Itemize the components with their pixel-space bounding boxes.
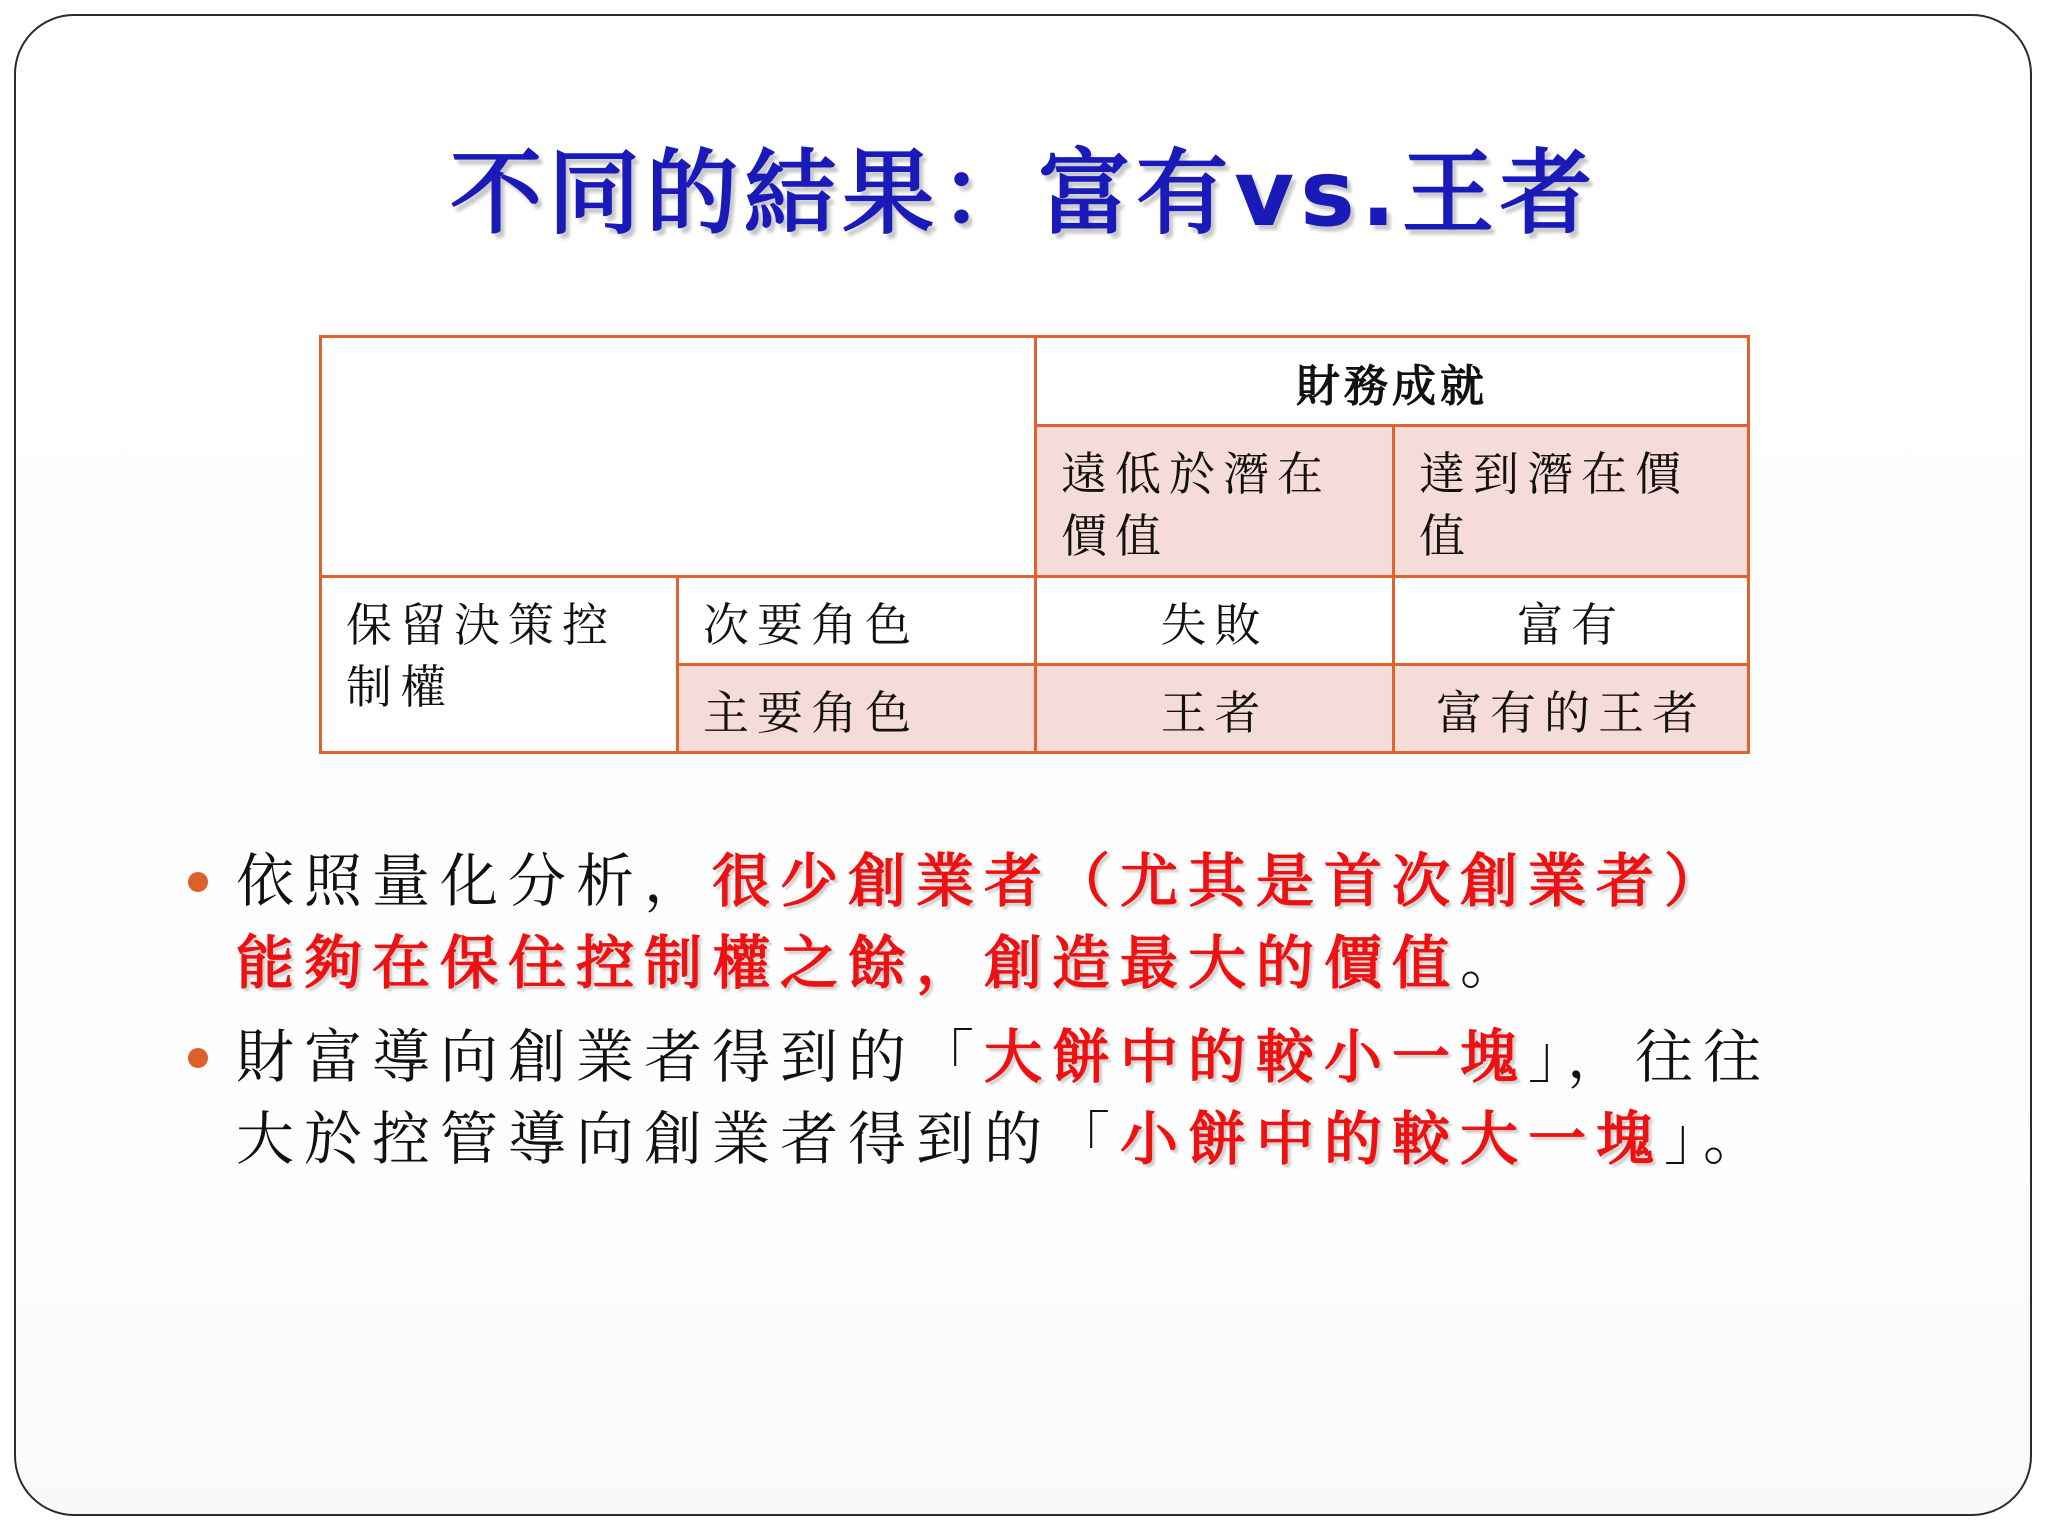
bullet-text-segment: 」，往往大於控管導向創業者得到的「 [236,1023,1772,1173]
highlighted-text: 小餅中的較大一塊 [1120,1105,1665,1173]
bullet-text-segment: 。 [1460,929,1529,997]
table-header-financial-achievement: 財務成就 [1034,335,1750,427]
bullet-marker-icon [188,872,208,892]
bullet-item [236,840,1796,1004]
bullet-text-segment: 財富導向創業者得到的「 [236,1023,985,1091]
table-subheader-below-potential: 遠低於潛在價值 [1034,424,1395,578]
table-cell-rich-king: 富有的王者 [1392,663,1750,754]
table-row-label-primary-role: 主要角色 [676,663,1037,754]
bullet-text [236,840,1796,1004]
highlighted-text: 大餅中的較小一塊 [984,1023,1529,1091]
highlighted-text: 很少創業者（尤其是首次創業者）能夠在保住控制權之餘，創造最大的價值 [236,847,1733,997]
table-row-label-secondary-role: 次要角色 [676,575,1037,666]
bullet-text [236,1016,1796,1180]
slide-title: 不同的結果：富有vs.王者 [450,140,1598,247]
table-cell-failure: 失敗 [1034,575,1395,666]
bullet-list [236,840,1796,1192]
bullet-marker-icon [188,1048,208,1068]
bullet-text-segment: 依照量化分析， [236,847,713,915]
bullet-text-segment: 」。 [1664,1105,1772,1173]
table-cell-rich: 富有 [1392,575,1750,666]
bullet-item [236,1016,1796,1180]
table-empty-corner [319,335,1037,578]
table-subheader-reach-potential: 達到潛在價值 [1392,424,1750,578]
table-cell-king: 王者 [1034,663,1395,754]
table-row-group-label: 保留決策控制權 [319,575,679,754]
